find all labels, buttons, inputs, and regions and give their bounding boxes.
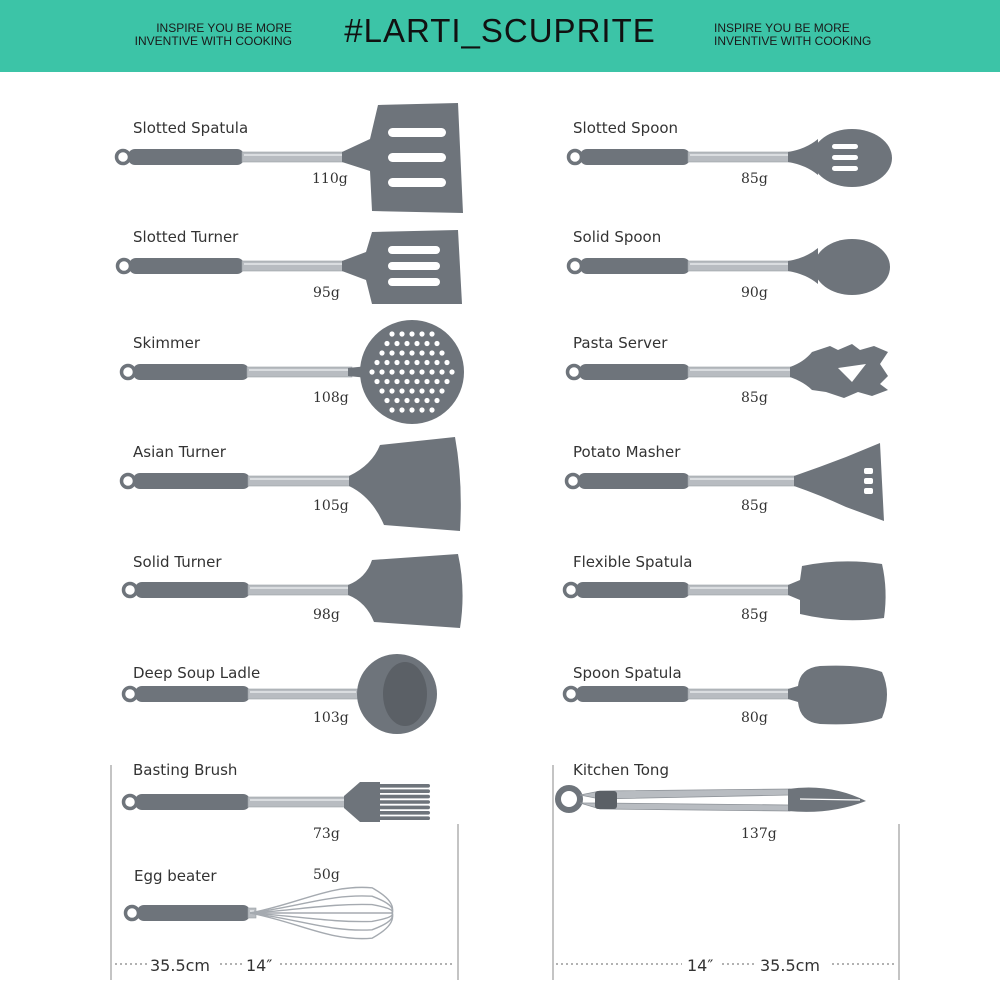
label-solid-spoon: Solid Spoon (573, 228, 662, 246)
spoon-bowl (814, 239, 890, 295)
slot (388, 153, 446, 162)
handle-shaft (248, 585, 352, 595)
utensil-whisk (126, 887, 393, 938)
skimmer-hole (404, 360, 409, 365)
tagline-right-line-1: INSPIRE YOU BE MORE (714, 21, 850, 35)
handle-loop (126, 907, 139, 920)
skimmer-hole (374, 360, 379, 365)
handle-shaft (248, 689, 358, 699)
skimmer-hole (414, 398, 419, 403)
skimmer-hole (419, 407, 424, 412)
solid-turner-head (348, 554, 463, 628)
weight-deep-soup-ladle: 103g (313, 710, 349, 726)
skimmer-hole (409, 369, 414, 374)
skimmer-hole (429, 331, 434, 336)
weight-skimmer: 108g (313, 390, 349, 406)
skimmer-hole (434, 379, 439, 384)
skimmer-hole (379, 350, 384, 355)
handle-shaft (242, 261, 347, 271)
handle-grip (129, 258, 244, 274)
skimmer-hole (384, 379, 389, 384)
skimmer-hole (414, 341, 419, 346)
skimmer-hole (429, 407, 434, 412)
skimmer-hole (399, 388, 404, 393)
weight-kitchen-tong: 137g (741, 826, 777, 842)
slot (388, 262, 440, 270)
weight-pasta-server: 85g (741, 390, 768, 406)
wok-turner-head (349, 437, 461, 531)
skimmer-hole (429, 388, 434, 393)
skimmer-hole (394, 398, 399, 403)
handle-shaft (688, 261, 792, 271)
handle-grip (576, 686, 690, 702)
skimmer-hole (389, 407, 394, 412)
weight-egg-beater: 50g (313, 867, 340, 883)
skimmer-hole (399, 331, 404, 336)
label-basting-brush: Basting Brush (133, 761, 238, 779)
skimmer-hole (369, 369, 374, 374)
skimmer-hole (409, 350, 414, 355)
label-potato-masher: Potato Masher (573, 443, 681, 461)
handle-grip (579, 364, 690, 380)
handle-loop (122, 475, 135, 488)
masher-slot (864, 468, 873, 474)
pasta-server-head (790, 344, 888, 398)
skimmer-hole (389, 369, 394, 374)
tong-lock (595, 791, 617, 809)
skimmer-hole (419, 350, 424, 355)
handle-shaft (248, 476, 354, 486)
utensil-slotted-spoon (569, 129, 893, 187)
slot (832, 144, 858, 149)
tong-ring (558, 788, 580, 810)
label-skimmer: Skimmer (133, 334, 200, 352)
skimmer-hole (449, 369, 454, 374)
handle-loop (118, 260, 131, 273)
handle-shaft (688, 152, 792, 162)
tagline-left-line-1: INSPIRE YOU BE MORE (156, 21, 292, 35)
handle-loop (569, 260, 582, 273)
weight-potato-masher: 85g (741, 498, 768, 514)
skimmer-hole (389, 331, 394, 336)
skimmer-hole (389, 350, 394, 355)
spoon-neck (788, 248, 818, 284)
slot (388, 128, 446, 137)
brush-bristle (378, 784, 430, 788)
skimmer-hole (384, 398, 389, 403)
slot (832, 155, 858, 160)
skimmer-hole (399, 369, 404, 374)
utensil-tong (558, 788, 866, 812)
skimmer-hole (384, 360, 389, 365)
skimmer-hole (439, 369, 444, 374)
skimmer-hole (434, 360, 439, 365)
masher-slot (864, 478, 873, 484)
skimmer-hole (439, 388, 444, 393)
handle-shaft (688, 689, 792, 699)
weight-slotted-turner: 95g (313, 285, 340, 301)
skimmer-hole (429, 350, 434, 355)
label-slotted-spoon: Slotted Spoon (573, 119, 679, 137)
handle-shaft (242, 152, 347, 162)
weight-flexible-spatula: 85g (741, 607, 768, 623)
handle-loop (117, 151, 130, 164)
skimmer-hole (399, 407, 404, 412)
masher-slot (864, 488, 873, 494)
skimmer-hole (384, 341, 389, 346)
slot (388, 246, 440, 254)
skimmer-hole (394, 341, 399, 346)
brush-bristle (378, 800, 430, 804)
skimmer-hole (434, 341, 439, 346)
dimension-right-imperial: 14″ (687, 956, 714, 975)
utensil-solid-spoon (569, 239, 891, 295)
handle-grip (128, 149, 244, 165)
handle-grip (135, 686, 250, 702)
skimmer-hole (379, 388, 384, 393)
handle-loop (567, 475, 580, 488)
skimmer-hole (414, 379, 419, 384)
skimmer-hole (374, 379, 379, 384)
brand-title: #LARTI_SCUPRITE (344, 12, 656, 49)
handle-grip (580, 258, 690, 274)
skimmer-hole (444, 379, 449, 384)
weight-solid-spoon: 90g (741, 285, 768, 301)
handle-grip (137, 905, 250, 921)
skimmer-hole (424, 360, 429, 365)
weight-basting-brush: 73g (313, 826, 340, 842)
label-spoon-spatula: Spoon Spatula (573, 664, 682, 682)
handle-loop (124, 584, 137, 597)
handle-grip (576, 582, 690, 598)
handle-loop (568, 366, 581, 379)
skimmer-hole (409, 331, 414, 336)
brush-bristle (378, 795, 430, 799)
skimmer-hole (404, 379, 409, 384)
utensil-pasta-server (568, 344, 889, 398)
skimmer-hole (414, 360, 419, 365)
skimmer-hole (434, 398, 439, 403)
handle-shaft (247, 367, 352, 377)
label-kitchen-tong: Kitchen Tong (573, 761, 669, 779)
skimmer-hole (409, 407, 414, 412)
handle-loop (565, 688, 578, 701)
tagline-left-line-2: INVENTIVE WITH COOKING (134, 34, 292, 48)
skimmer-hole (394, 379, 399, 384)
weight-spoon-spatula: 80g (741, 710, 768, 726)
skimmer-hole (404, 398, 409, 403)
label-pasta-server: Pasta Server (573, 334, 668, 352)
label-slotted-turner: Slotted Turner (133, 228, 239, 246)
brush-bristle (378, 816, 430, 820)
label-solid-turner: Solid Turner (133, 553, 222, 571)
skimmer-hole (419, 331, 424, 336)
handle-shaft (688, 367, 794, 377)
weight-slotted-spatula: 110g (312, 171, 348, 187)
slot (388, 278, 440, 286)
brush-bristle (378, 789, 430, 793)
skimmer-hole (389, 388, 394, 393)
handle-loop (124, 688, 137, 701)
flexible-spatula-head (788, 561, 886, 620)
handle-shaft (248, 797, 348, 807)
skimmer-hole (404, 341, 409, 346)
skimmer-hole (444, 360, 449, 365)
label-asian-turner: Asian Turner (133, 443, 226, 461)
handle-grip (578, 473, 690, 489)
label-flexible-spatula: Flexible Spatula (573, 553, 693, 571)
skimmer-hole (394, 360, 399, 365)
label-egg-beater: Egg beater (134, 867, 217, 885)
handle-grip (580, 149, 690, 165)
handle-loop (122, 366, 135, 379)
handle-grip (135, 582, 250, 598)
handle-grip (133, 473, 250, 489)
slot (832, 166, 858, 171)
dimension-right-metric: 35.5cm (760, 956, 821, 975)
brush-bristle (378, 806, 430, 810)
skimmer-hole (439, 350, 444, 355)
label-slotted-spatula: Slotted Spatula (133, 119, 249, 137)
utensil-brush (124, 782, 431, 822)
label-deep-soup-ladle: Deep Soup Ladle (133, 664, 261, 682)
skimmer-hole (409, 388, 414, 393)
brush-base (344, 782, 380, 822)
skimmer-hole (424, 398, 429, 403)
handle-loop (569, 151, 582, 164)
spoon-spatula-head (788, 666, 887, 725)
skimmer-hole (399, 350, 404, 355)
skimmer-hole (379, 369, 384, 374)
skimmer-hole (424, 341, 429, 346)
skimmer-hole (429, 369, 434, 374)
ladle-bowl-inner (383, 662, 427, 726)
handle-loop (124, 796, 137, 809)
handle-shaft (688, 476, 798, 486)
dimension-left-imperial: 14″ (246, 956, 273, 975)
handle-grip (133, 364, 249, 380)
skimmer-hole (419, 388, 424, 393)
dimension-left-metric: 35.5cm (150, 956, 211, 975)
weight-slotted-spoon: 85g (741, 171, 768, 187)
slot (388, 178, 446, 187)
handle-shaft (688, 585, 792, 595)
skimmer-hole (419, 369, 424, 374)
brush-bristle (378, 811, 430, 815)
tagline-right-line-2: INVENTIVE WITH COOKING (714, 34, 872, 48)
skimmer-hole (424, 379, 429, 384)
weight-solid-turner: 98g (313, 607, 340, 623)
handle-grip (135, 794, 250, 810)
handle-loop (565, 584, 578, 597)
weight-asian-turner: 105g (313, 498, 349, 514)
